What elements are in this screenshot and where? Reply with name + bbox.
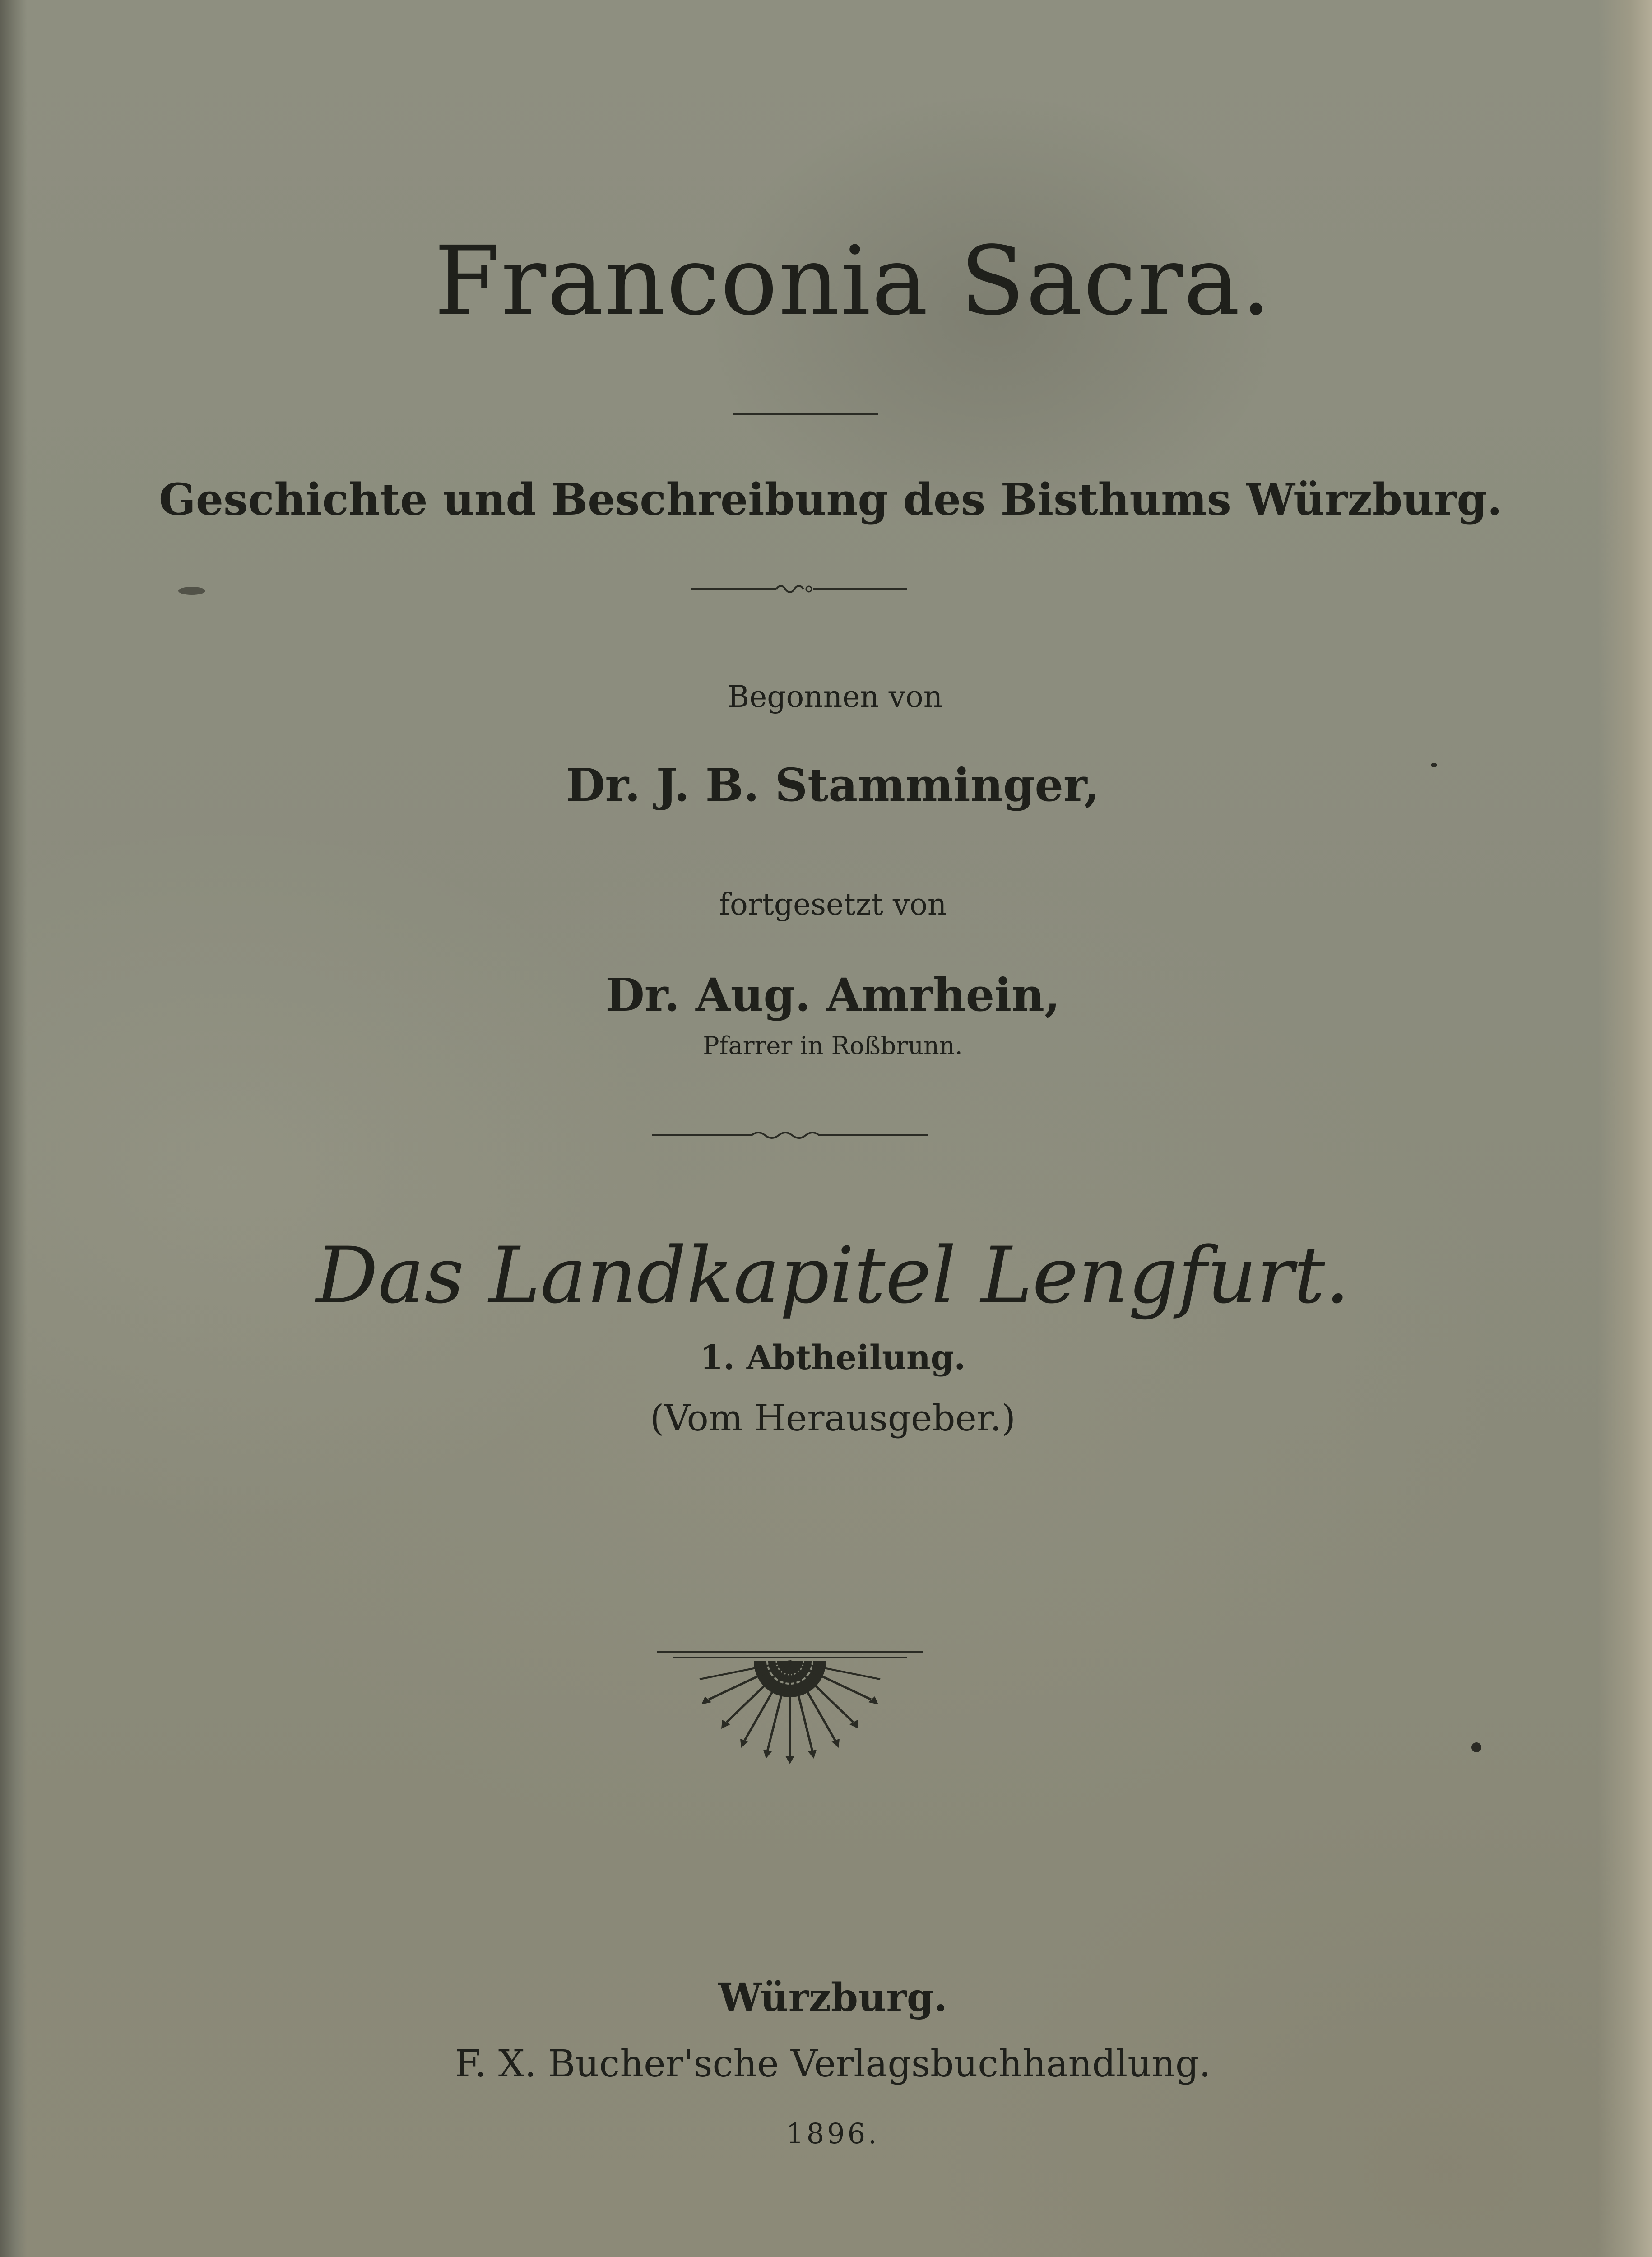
spine-edge — [0, 0, 27, 2257]
paper-speck — [178, 587, 205, 595]
paper-speck — [1431, 763, 1437, 767]
editor-note: (Vom Herausgeber.) — [650, 1397, 1016, 1439]
continued-by-label: fortgesetzt von — [719, 887, 947, 922]
worn-right-edge — [1598, 0, 1652, 2257]
cover-subtitle: Geschichte und Beschreibung des Bisthums Würzburg. — [158, 474, 1503, 525]
paper-speck — [1471, 1742, 1481, 1752]
chapter-title: Das Landkapitel Lengfurt. — [316, 1230, 1350, 1321]
wavy-divider-icon — [652, 1128, 928, 1142]
publication-year: 1896. — [786, 2117, 880, 2150]
author-stamminger: Dr. J. B. Stamminger, — [566, 758, 1100, 812]
cover-title: Franconia Sacra. — [434, 226, 1272, 336]
author-amrhein: Dr. Aug. Amrhein, — [605, 968, 1060, 1022]
part-number: 1. Abtheilung. — [700, 1338, 966, 1377]
begun-by-label: Begonnen von — [727, 679, 943, 714]
title-divider-rule — [733, 413, 878, 415]
publisher: F. X. Bucher'sche Verlagsbuchhandlung. — [455, 2043, 1211, 2085]
publication-place: Würzburg. — [718, 1975, 947, 2020]
sunburst-ornament-icon — [654, 1648, 925, 1765]
author-role: Pfarrer in Roßbrunn. — [703, 1031, 963, 1060]
scroll-divider-icon — [691, 580, 907, 598]
